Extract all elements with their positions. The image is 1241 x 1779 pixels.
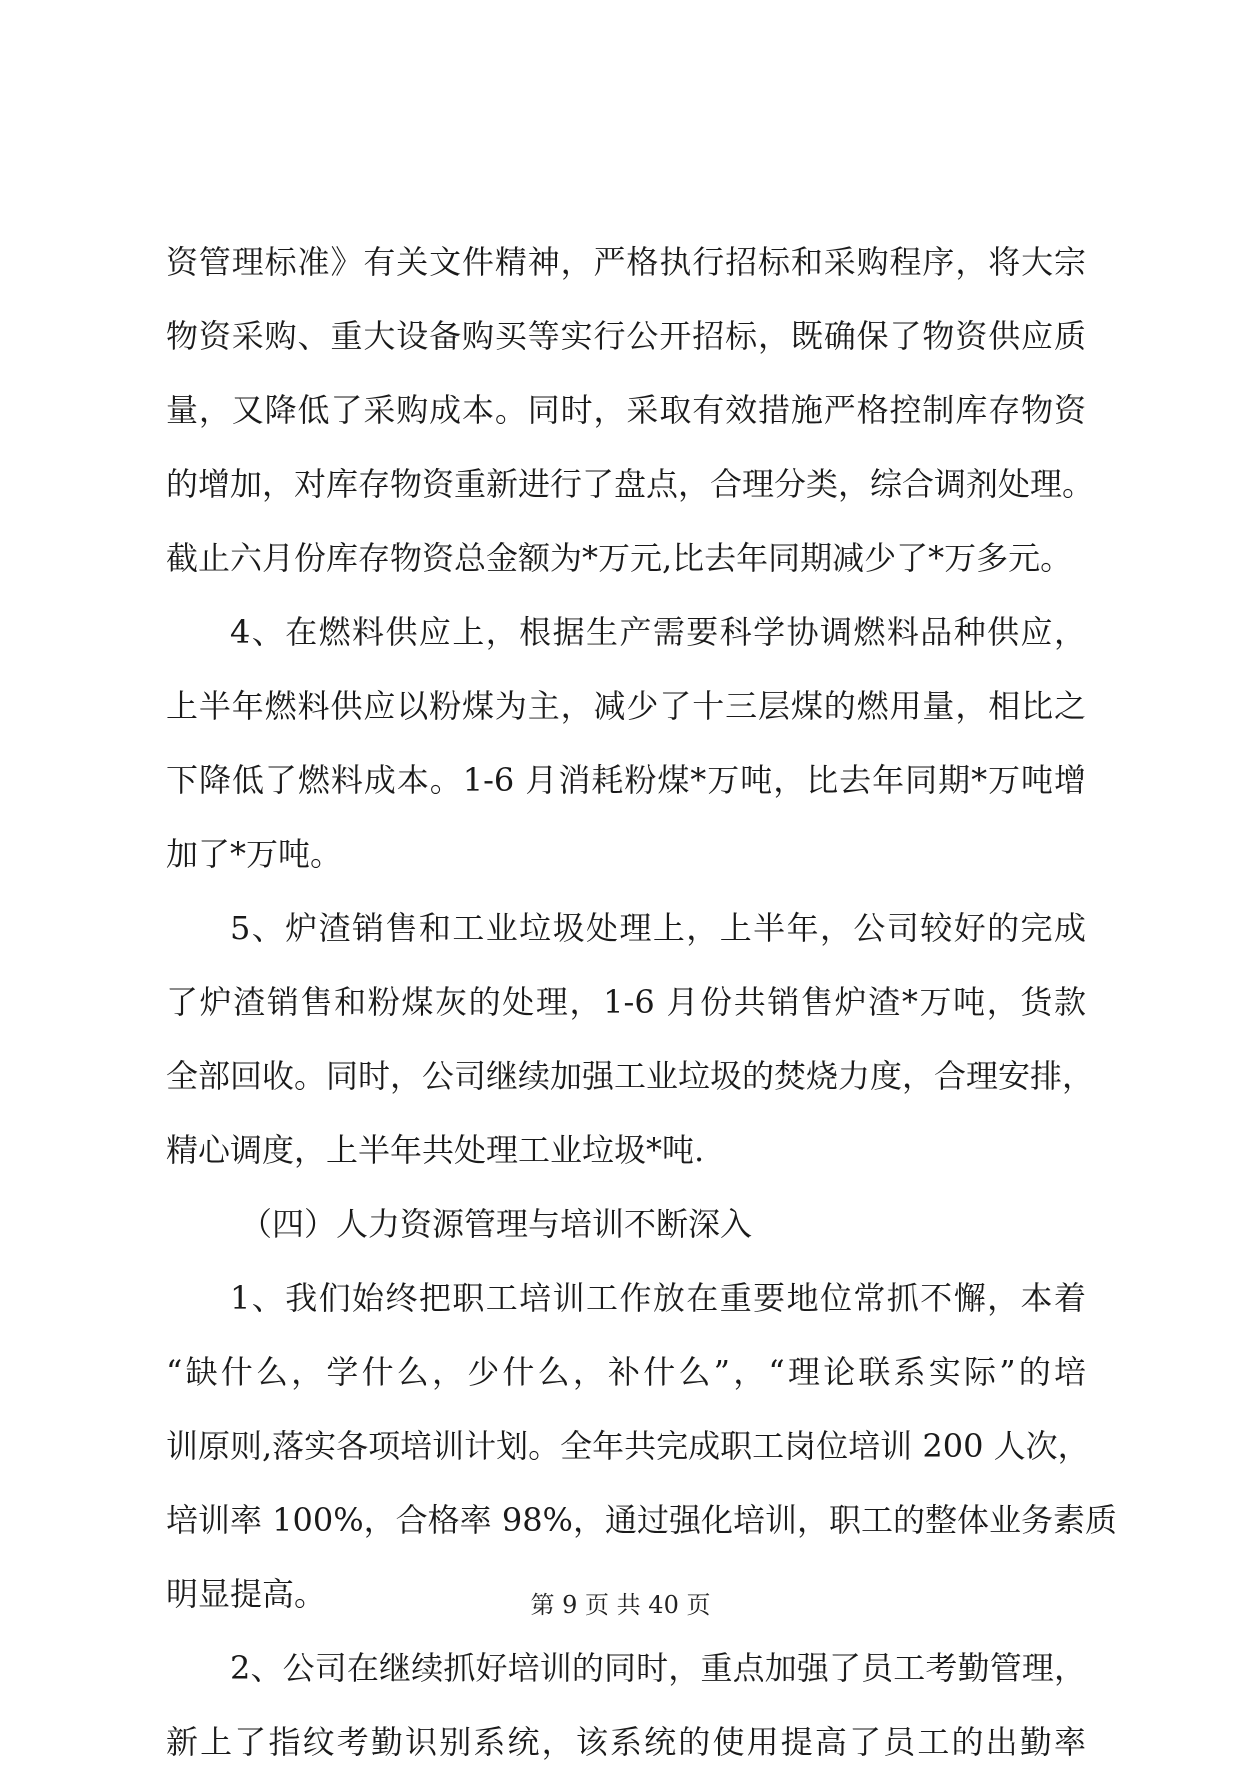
- section-heading: （四）人力资源管理与培训不断深入: [240, 1205, 753, 1243]
- text-line: 资管理标准》有关文件精神，严格执行招标和采购程序，将大宗: [166, 243, 1086, 281]
- text-line: 物资采购、重大设备购买等实行公开招标，既确保了物资供应质: [166, 317, 1086, 355]
- text-line: 下降低了燃料成本。1-6 月消耗粉煤*万吨，比去年同期*万吨增: [166, 761, 1086, 799]
- text-line: 新上了指纹考勤识别系统，该系统的使用提高了员工的出勤率: [166, 1723, 1086, 1761]
- paragraph-first-line: 4、在燃料供应上，根据生产需要科学协调燃料品种供应，: [230, 613, 1086, 651]
- document-body: [166, 225, 1117, 1779]
- text-line: 加了*万吨。: [166, 835, 343, 873]
- text-line: 全部回收。同时，公司继续加强工业垃圾的焚烧力度，合理安排，: [166, 1057, 1095, 1095]
- text-line: 的增加，对库存物资重新进行了盘点，合理分类，综合调剂处理。: [166, 465, 1095, 503]
- paragraph-first-line: 5、炉渣销售和工业垃圾处理上，上半年，公司较好的完成: [230, 909, 1086, 947]
- text-line: 截止六月份库存物资总金额为*万元,比去年同期减少了*万多元。: [166, 539, 1073, 577]
- text-line: 了炉渣销售和粉煤灰的处理，1-6 月份共销售炉渣*万吨，货款: [166, 983, 1086, 1021]
- text-line: 上半年燃料供应以粉煤为主，减少了十三层煤的燃用量，相比之: [166, 687, 1086, 725]
- paragraph-first-line: 2、公司在继续抓好培训的同时，重点加强了员工考勤管理，: [230, 1649, 1086, 1687]
- text-line: 精心调度，上半年共处理工业垃圾*吨.: [166, 1131, 705, 1169]
- text-line: “缺什么，学什么，少什么，补什么”，“理论联系实际”的培: [166, 1353, 1086, 1391]
- text-line: 训原则,落实各项培训计划。全年共完成职工岗位培训 200 人次，: [166, 1427, 1090, 1465]
- paragraph-first-line: 1、我们始终把职工培训工作放在重要地位常抓不懈，本着: [230, 1279, 1086, 1317]
- text-line: 明显提高。: [166, 1575, 327, 1613]
- text-line: 量，又降低了采购成本。同时，采取有效措施严格控制库存物资: [166, 391, 1086, 429]
- text-line: 培训率 100%，合格率 98%，通过强化培训，职工的整体业务素质: [166, 1501, 1117, 1539]
- page-number-footer: 第 9 页 共 40 页: [530, 1591, 711, 1619]
